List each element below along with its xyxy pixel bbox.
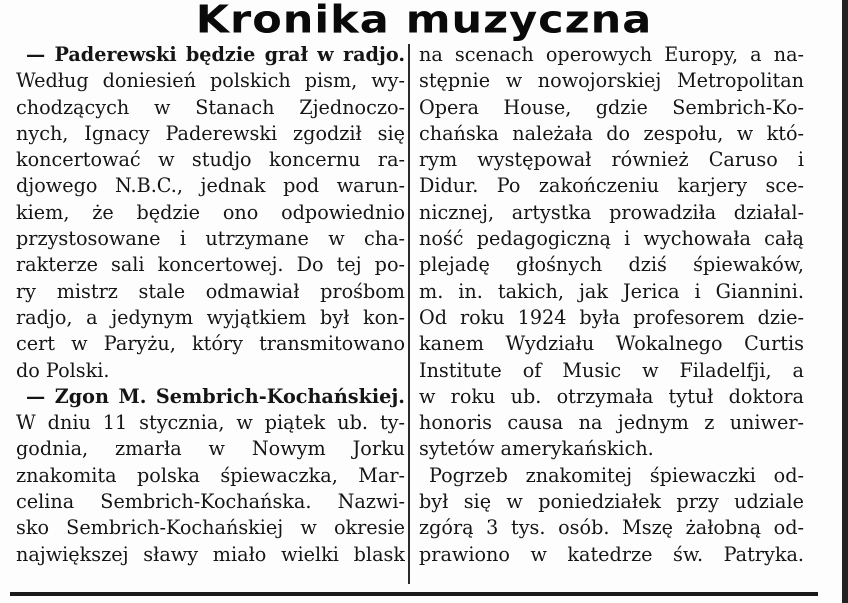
text-line: nych, Ignacy Paderewski zgodził się [16,121,405,145]
text-line: w roku ub. otrzymała tytuł doktora [419,384,804,408]
text-line: honoris causa na jednym z uniwer- [419,411,804,435]
text-line: radjo, a jedynym wyjątkiem był kon- [16,305,405,329]
text-line: ność pedagogiczną i wychowała całą [419,227,804,251]
text-line: m. in. takich, jak Jerica i Giannini. [419,279,804,303]
bottom-rule [10,592,818,596]
column-divider [408,44,410,584]
text-line: znakomita polska śpiewaczka, Mar- [16,463,405,487]
text-line: rym występował również Caruso i [419,148,804,172]
text-line: Opera House, gdzie Sembrich-Ko- [419,95,804,119]
text-line: zgórą 3 tys. osób. Mszę żałobną od- [419,516,804,540]
text-line: Institute of Music w Filadelfji, a [419,358,804,382]
text-line: — Paderewski będzie grał w radjo. [26,43,405,66]
left-column [16,42,405,568]
text-line: największej sławy miało wielki blask [16,542,405,566]
text-line: plejadę głośnych dziś śpiewaków, [419,253,804,277]
text-line: ry mistrz stale odmawiał prośbom [16,279,405,303]
text-line: celina Sembrich-Kochańska. Nazwi- [16,490,405,514]
text-line: do Polski. [16,358,110,382]
text-line: na scenach operowych Europy, a na- [419,43,804,66]
text-line: był się w poniedziałek przy udziale [419,490,804,514]
text-line: sko Sembrich-Kochańskiej w okresie [16,516,405,540]
text-line: stępnie w nowojorskiej Metropolitan [419,69,804,93]
text-line: przystosowane i utrzymane w cha- [16,227,405,251]
text-line: kiem, że będzie ono odpowiednio [16,200,405,224]
text-line: prawiono w katedrze św. Patryka. [419,542,804,566]
text-line: koncertować w studjo koncernu ra- [16,148,405,172]
text-line: nicznej, artystka prowadziła działal- [419,200,804,224]
text-line: djowego N.B.C., jednak pod warun- [16,174,405,198]
scan-edge [842,0,848,603]
text-line: — Zgon M. Sembrich-Kochańskiej. [26,384,405,408]
text-line: rakterze sali koncertowej. Do tej po- [16,253,405,277]
text-line: sytetów amerykańskich. [419,437,654,461]
headline: Kronika muzyczna [195,0,653,43]
text-line: godnia, zmarła w Nowym Jorku [16,437,405,461]
text-line: Pogrzeb znakomitej śpiewaczki od- [429,463,804,487]
right-column [419,42,804,568]
text-line: Według doniesień polskich pism, wy- [16,69,405,93]
text-line: chodzących w Stanach Zjednoczo- [16,95,405,119]
text-line: cert w Paryżu, który transmitowano [16,332,405,356]
text-line: Od roku 1924 była profesorem dzie- [419,305,804,329]
text-line: kanem Wydziału Wokalnego Curtis [419,332,804,356]
text-line: Didur. Po zakończeniu karjery sce- [419,174,804,198]
text-line: W dniu 11 stycznia, w piątek ub. ty- [16,411,405,435]
text-line: chańska należała do zespołu, w któ- [419,121,804,145]
